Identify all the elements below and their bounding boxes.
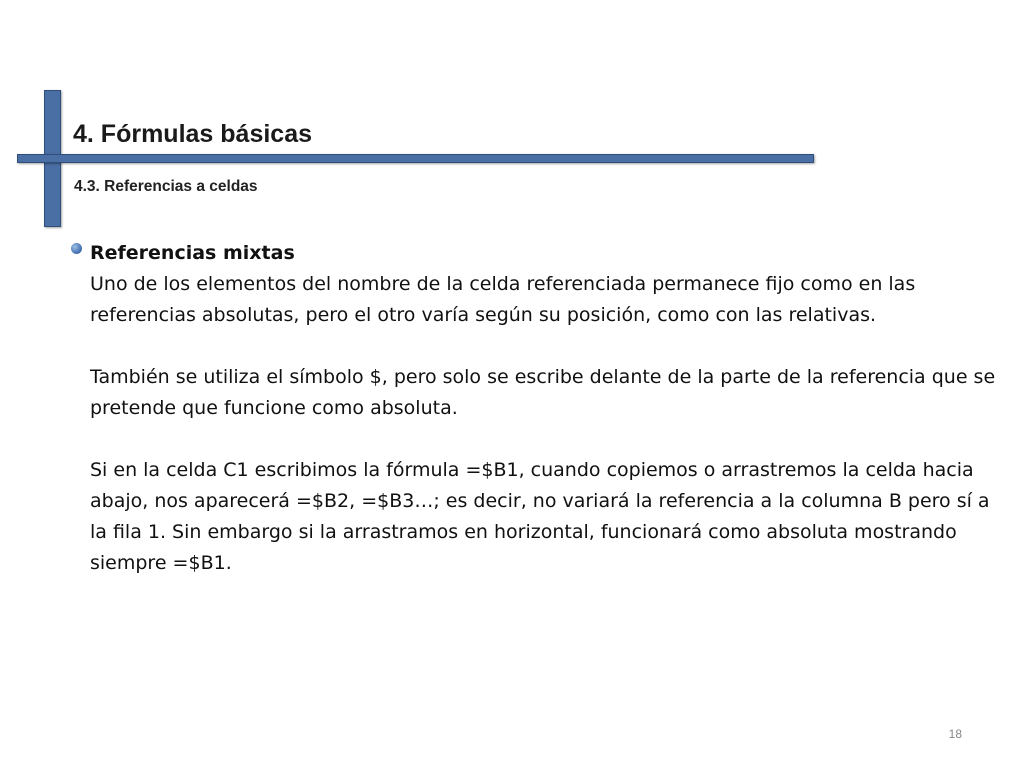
- slide-subtitle: 4.3. Referencias a celdas: [74, 178, 258, 195]
- slide-body: [90, 238, 1000, 579]
- paragraph-3: Si en la celda C1 escribimos la fórmula =$B1, cuando copiemos o arrastremos la celda hacia abajo, nos aparecerá =$B2, =$B3…; es decir, no variará la referencia a la columna B pero sí a la fila 1. Sin embargo si la arrastramos en horizontal, funcionará como absoluta mostrando siempre =$B1.: [90, 459, 990, 574]
- horizontal-accent-bar: [17, 154, 814, 163]
- paragraph-spacer: [90, 424, 1000, 455]
- bullet-heading: Referencias mixtas: [90, 242, 295, 264]
- paragraph-1: Uno de los elementos del nombre de la celda referenciada permanece fijo como en las referencias absolutas, pero el otro varía según su posición, como con las relativas.: [90, 273, 916, 326]
- slide-title: 4. Fórmulas básicas: [73, 120, 313, 148]
- paragraph-2: También se utiliza el símbolo $, pero solo se escribe delante de la parte de la referencia que se pretende que funcione como absoluta.: [90, 366, 996, 419]
- bullet-dot-icon: [71, 243, 82, 254]
- paragraph-spacer: [90, 331, 1000, 362]
- page-number: 18: [948, 727, 962, 741]
